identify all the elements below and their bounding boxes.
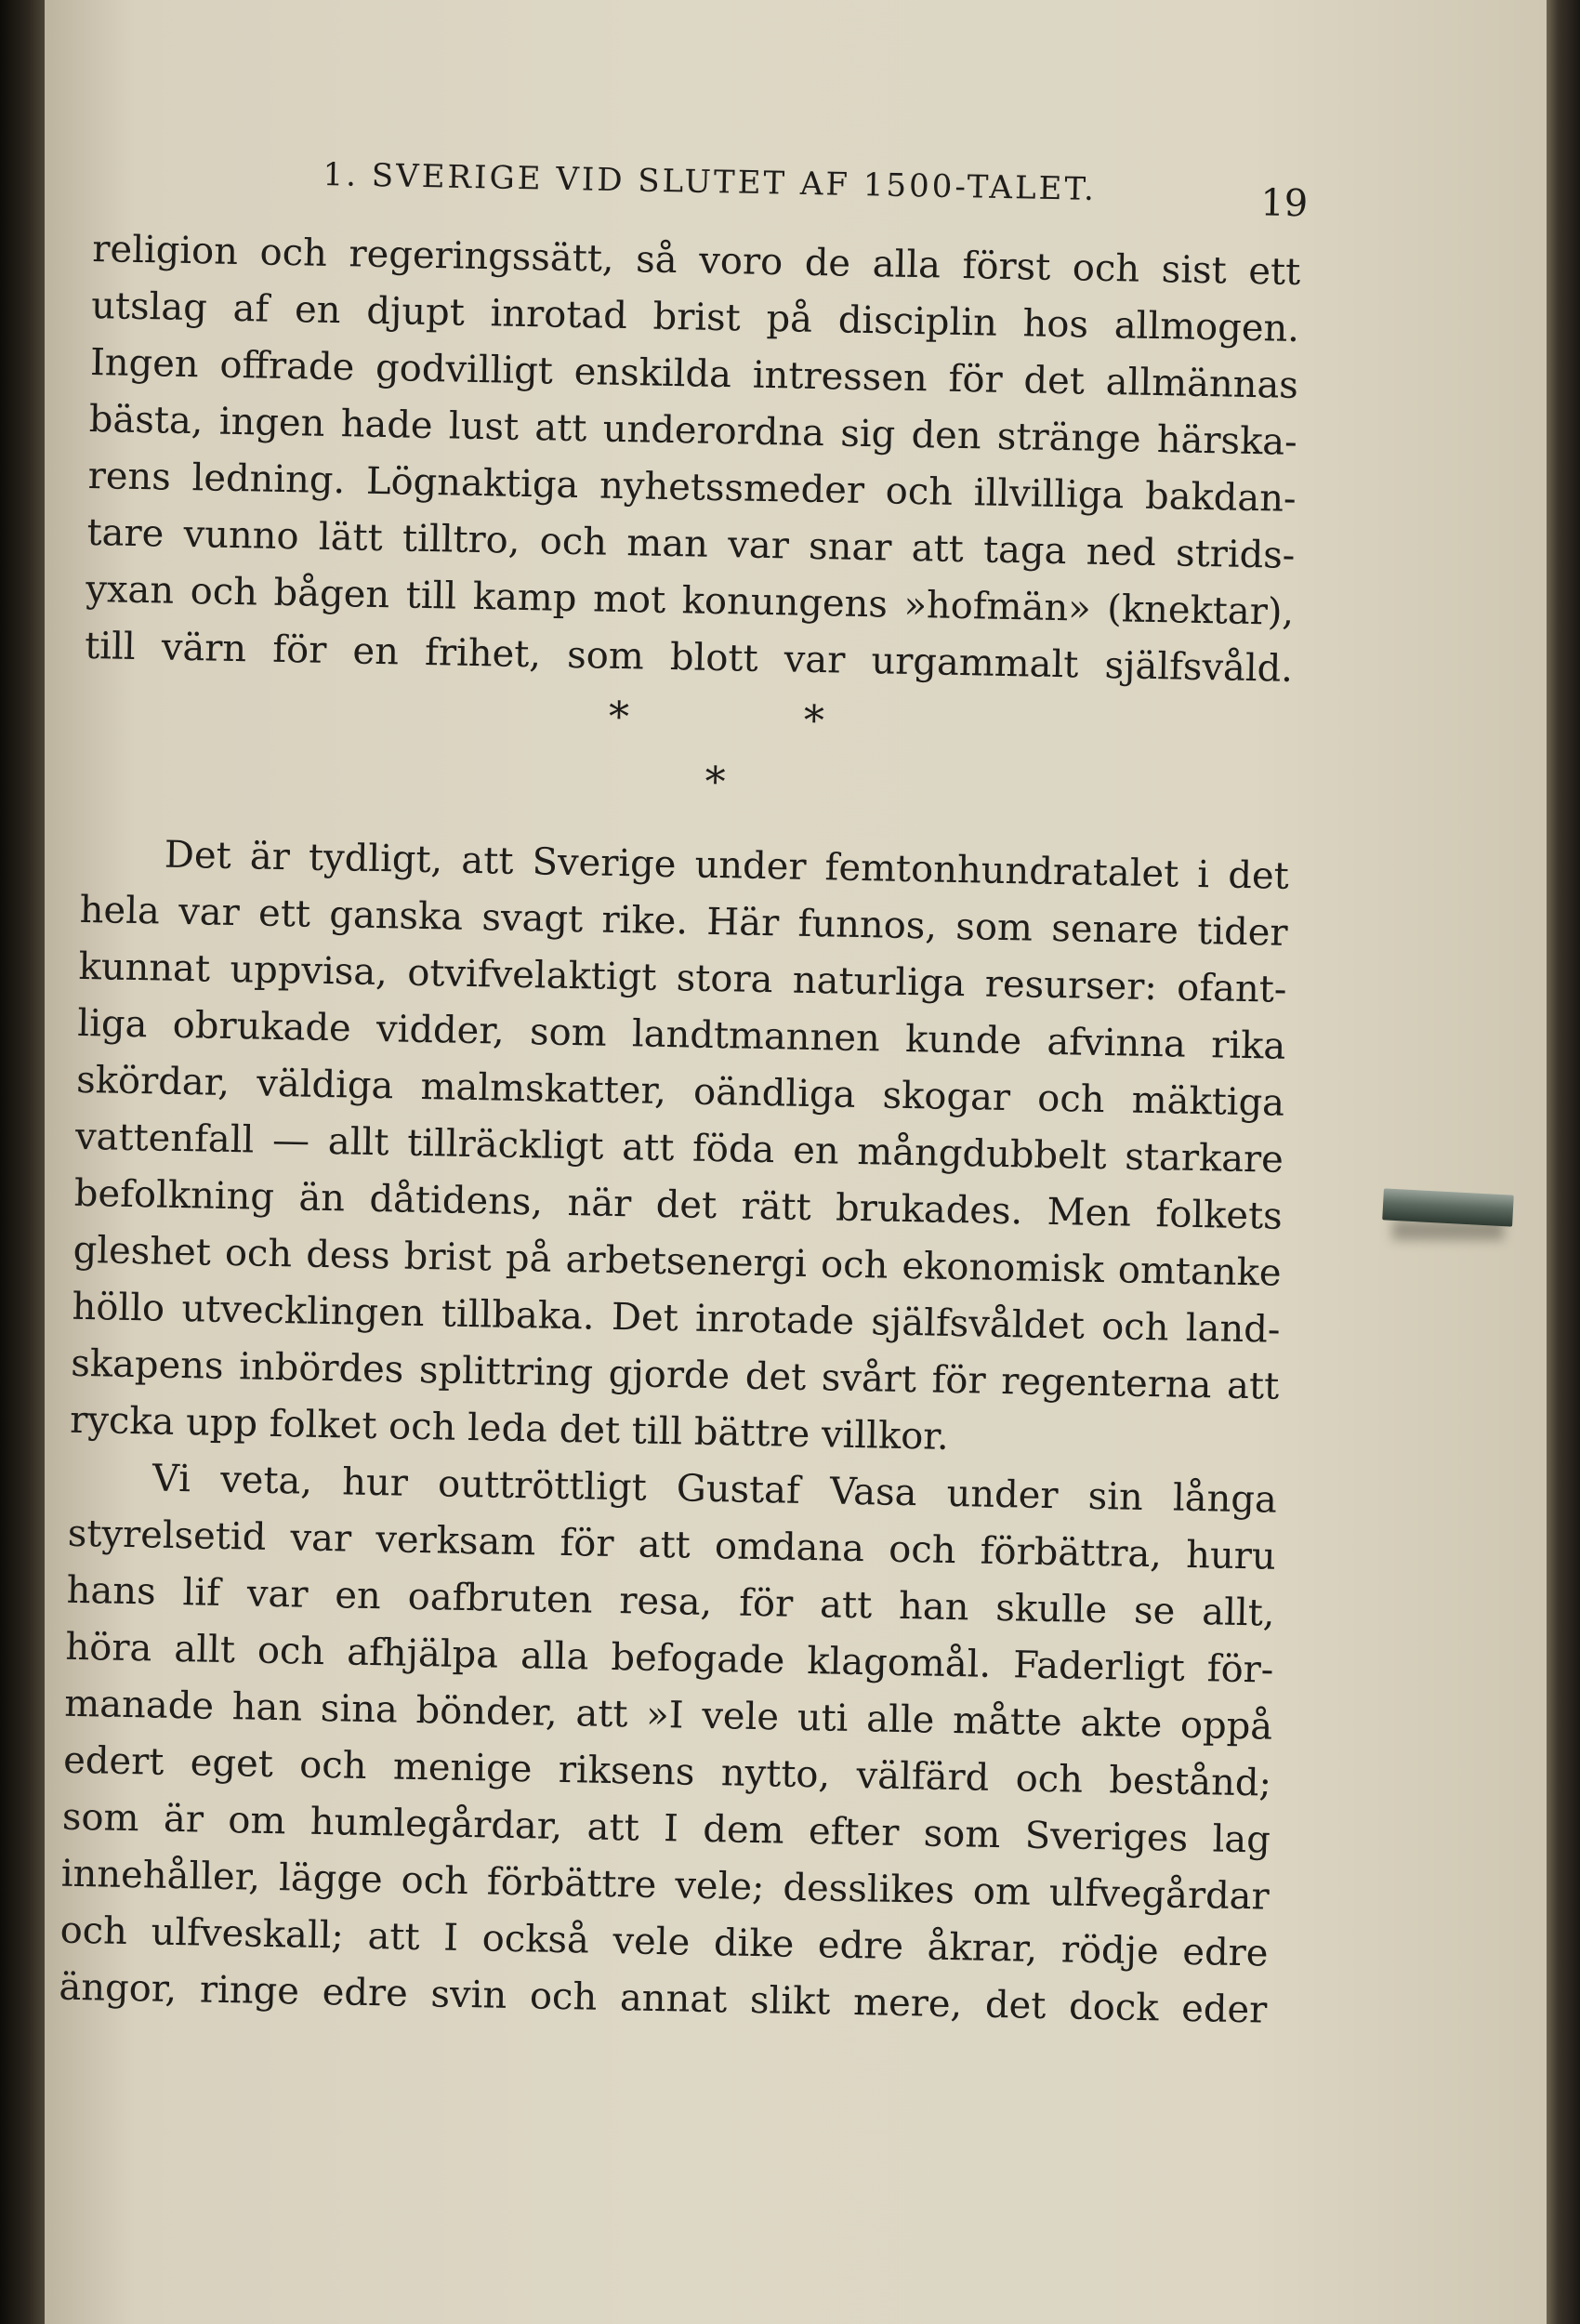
text-line: skapens inbördes splittring gjorde det svårt för regenterna att <box>70 1341 1280 1408</box>
running-head-title: 1. SVERIGE VID SLUTET AF 1500-TALET. <box>323 156 1098 208</box>
text-line: bästa, ingen hade lust att underordna sig den stränge härska- <box>88 397 1298 464</box>
text-line: rens ledning. Lögnaktiga nyhetssmeder och illvilliga bakdan- <box>87 454 1297 521</box>
section-separator <box>82 675 1293 849</box>
running-head <box>323 156 1309 226</box>
text-line: som är om humlegårdar, att I dem efter som Sveriges lag <box>61 1795 1271 1862</box>
text-line: Ingen offrade godvilligt enskilda intressen för det allmännas <box>89 340 1299 407</box>
text-line: religion och regeringssätt, så voro de alla först och sist ett <box>91 227 1301 294</box>
text-line: hela var ett ganska svagt rike. Här funnos, som senare tider <box>79 888 1288 955</box>
text-line: yxan och bågen till kamp mot konungens »hofmän» (knektar), <box>85 567 1295 634</box>
page-number: 19 <box>1259 181 1309 226</box>
text-line: Det är tydligt, att Sverige under femtonhundratalet i det <box>164 833 1290 898</box>
separator-star: * <box>803 696 825 746</box>
separator-star: * <box>608 693 630 742</box>
page-edge-right <box>1547 0 1580 2324</box>
text-line: Vi veta, hur outtröttligt Gustaf Vasa under sin långa <box>151 1457 1278 1522</box>
text-line: hans lif var en oafbruten resa, för att han skulle se allt, <box>66 1568 1275 1635</box>
text-line: manade han sina bönder, att »I vele uti alle måtte akte oppå <box>63 1682 1273 1749</box>
text-line: till värn för en frihet, som blott var urgammalt själfsvåld. <box>84 624 1294 691</box>
book-page <box>45 0 1547 2324</box>
text-line: edert eget och menige riksens nytto, välfärd och bestånd; <box>62 1738 1272 1805</box>
text-line: tare vunno lätt tilltro, och man var snar att taga ned strids- <box>86 510 1296 577</box>
paragraph-2 <box>70 825 1290 1472</box>
text-line: ängor, ringe edre svin och annat slikt mere, det dock eder <box>59 1965 1268 2032</box>
text-line: höra allt och afhjälpa alla befogade klagomål. Faderligt för- <box>65 1625 1274 1692</box>
text-line: höllo utvecklingen tillbaka. Det inrotade själfsvåldet och land- <box>72 1285 1281 1352</box>
text-line: liga obrukade vidder, som landtmannen kunde afvinna rika <box>76 1001 1286 1068</box>
paragraph-1 <box>85 221 1301 698</box>
text-line: vattenfall — allt tillräckligt att föda en mångdubbelt starkare <box>74 1115 1284 1182</box>
paragraph-3 <box>59 1449 1277 2040</box>
separator-star: * <box>704 758 727 807</box>
text-line: kunnat uppvisa, otvifvelaktigt stora naturliga resurser: ofant- <box>78 944 1287 1011</box>
text-line: och ulfveskall; att I också vele dike edre åkrar, rödje edre <box>59 1908 1269 1975</box>
text-line: styrelsetid var verksam för att omdana och förbättra, huru <box>67 1512 1277 1578</box>
text-line: utslag af en djupt inrotad brist på disciplin hos allmogen. <box>90 284 1300 350</box>
text-line: innehåller, lägge och förbättre vele; desslikes om ulfvegårdar <box>60 1852 1271 1919</box>
bookmark-ribbon <box>1383 1182 1513 1248</box>
text-line: skördar, väldiga malmskatter, oändliga skogar och mäktiga <box>75 1058 1285 1125</box>
page-body <box>59 221 1301 2040</box>
book-binding-left <box>0 0 45 2324</box>
text-line: rycka upp folket och leda det till bättre villkor. <box>69 1398 950 1459</box>
text-line: gleshet och dess brist på arbetsenergi och ekonomisk omtanke <box>72 1228 1282 1295</box>
text-line: befolkning än dåtidens, när det rätt brukades. Men folkets <box>73 1171 1284 1238</box>
